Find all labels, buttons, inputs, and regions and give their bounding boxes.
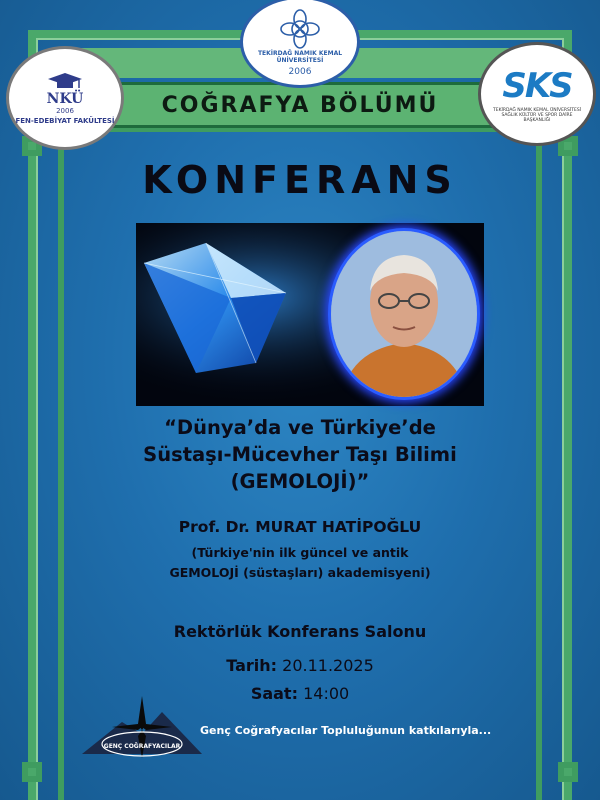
graduation-cap-icon — [46, 71, 84, 91]
university-logo-year: 2006 — [288, 66, 312, 77]
footer-credit: Genç Coğrafyacılar Topluluğunun katkılarıyla... — [200, 724, 492, 737]
speaker-photo-icon — [331, 231, 477, 397]
faculty-logo-year: 2006 — [56, 107, 74, 115]
faculty-logo-text: FEN-EDEBİYAT FAKÜLTESİ — [15, 117, 115, 125]
speaker-description-line: GEMOLOJİ (süstaşları) akademisyeni) — [169, 565, 431, 580]
speaker-description — [0, 543, 600, 583]
department-banner — [100, 82, 500, 128]
speaker-name: Prof. Dr. MURAT HATİPOĞLU — [178, 518, 422, 536]
conference-title — [0, 414, 600, 495]
date-value: 20.11.2025 — [282, 656, 374, 675]
time-label: Saat: — [250, 684, 298, 703]
time-value: 14:00 — [303, 684, 350, 703]
date-label: Tarih: — [226, 656, 278, 675]
frame-corner-ornament — [558, 762, 578, 782]
event-type-title: KONFERANS — [142, 158, 458, 202]
conference-title-line: (GEMOLOJİ)” — [230, 470, 370, 493]
speaker-portrait — [328, 228, 480, 400]
frame-corner-ornament — [22, 762, 42, 782]
club-logo-icon — [82, 694, 202, 760]
department-name: COĞRAFYA BÖLÜMÜ — [161, 92, 439, 118]
university-logo — [240, 0, 360, 88]
speaker-description-line: (Türkiye'nin ilk güncel ve antik — [191, 545, 409, 560]
conference-title-line: “Dünya’da ve Türkiye’de — [164, 416, 436, 439]
club-logo-text: GENÇ COĞRAFYACILAR — [103, 743, 181, 750]
faculty-logo-name: NKÜ — [46, 91, 84, 107]
conference-title-line: Süstaşı-Mücevher Taşı Bilimi — [143, 443, 457, 466]
sks-logo — [478, 42, 596, 146]
university-emblem-icon — [276, 8, 324, 50]
event-date — [0, 656, 600, 675]
sks-logo-name: SKS — [502, 65, 572, 106]
faculty-logo — [6, 46, 124, 150]
university-logo-text: TEKİRDAĞ NAMIK KEMAL ÜNİVERSİTESİ — [257, 49, 343, 64]
sks-logo-subtitle: TEKİRDAĞ NAMIK KEMAL ÜNİVERSİTESİ SAĞLIK KÜLTÜR VE SPOR DAİRE BAŞKANLIĞI — [492, 107, 582, 123]
venue: Rektörlük Konferans Salonu — [173, 622, 427, 641]
